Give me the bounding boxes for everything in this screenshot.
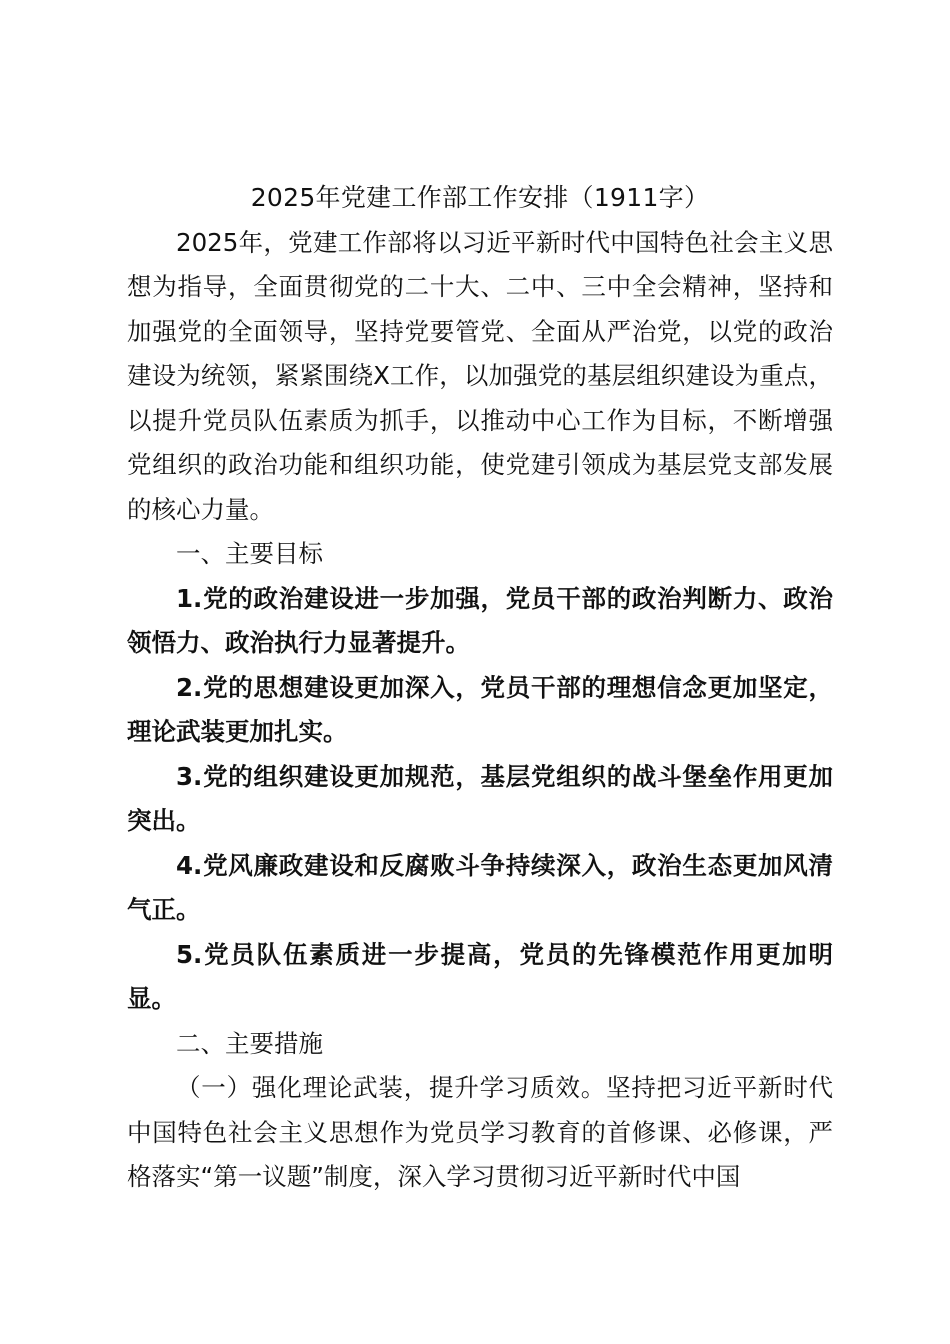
section-heading-goals: 一、主要目标 xyxy=(176,539,323,568)
document-title: 2025年党建工作部工作安排（1911字） xyxy=(250,183,710,212)
goal-item-4: 4.党风廉政建设和反腐败斗争持续深入，政治生态更加风清气正。 xyxy=(127,850,833,924)
measure-paragraph-1: （一）强化理论武装，提升学习质效。坚持把习近平新时代中国特色社会主义思想作为党员学习教育的首修课、必修课，严格落实“第一议题”制度，深入学习贯彻习近平新时代中国 xyxy=(127,1073,833,1191)
document-body xyxy=(127,176,833,1200)
goal-item-5: 5.党员队伍素质进一步提高，党员的先锋模范作用更加明显。 xyxy=(127,939,833,1013)
goal-item-3: 3.党的组织建设更加规范，基层党组织的战斗堡垒作用更加突出。 xyxy=(127,761,833,835)
goal-item-1: 1.党的政治建设进一步加强，党员干部的政治判断力、政治领悟力、政治执行力显著提升。 xyxy=(127,583,833,657)
section-heading-measures: 二、主要措施 xyxy=(176,1028,323,1058)
intro-paragraph: 2025年，党建工作部将以习近平新时代中国特色社会主义思想为指导，全面贯彻党的二十大、二中、三中全会精神，坚持和加强党的全面领导，坚持党要管党、全面从严治党，以党的政治建设为统领，紧紧围绕X工作，以加强党的基层组织建设为重点，以提升党员队伍素质为抓手，以推动中心工作为目标，不断增强党组织的政治功能和组织功能，使党建引领成为基层党支部发展的核心力量。 xyxy=(127,227,833,524)
goal-item-2: 2.党的思想建设更加深入，党员干部的理想信念更加坚定，理论武装更加扎实。 xyxy=(127,672,833,746)
